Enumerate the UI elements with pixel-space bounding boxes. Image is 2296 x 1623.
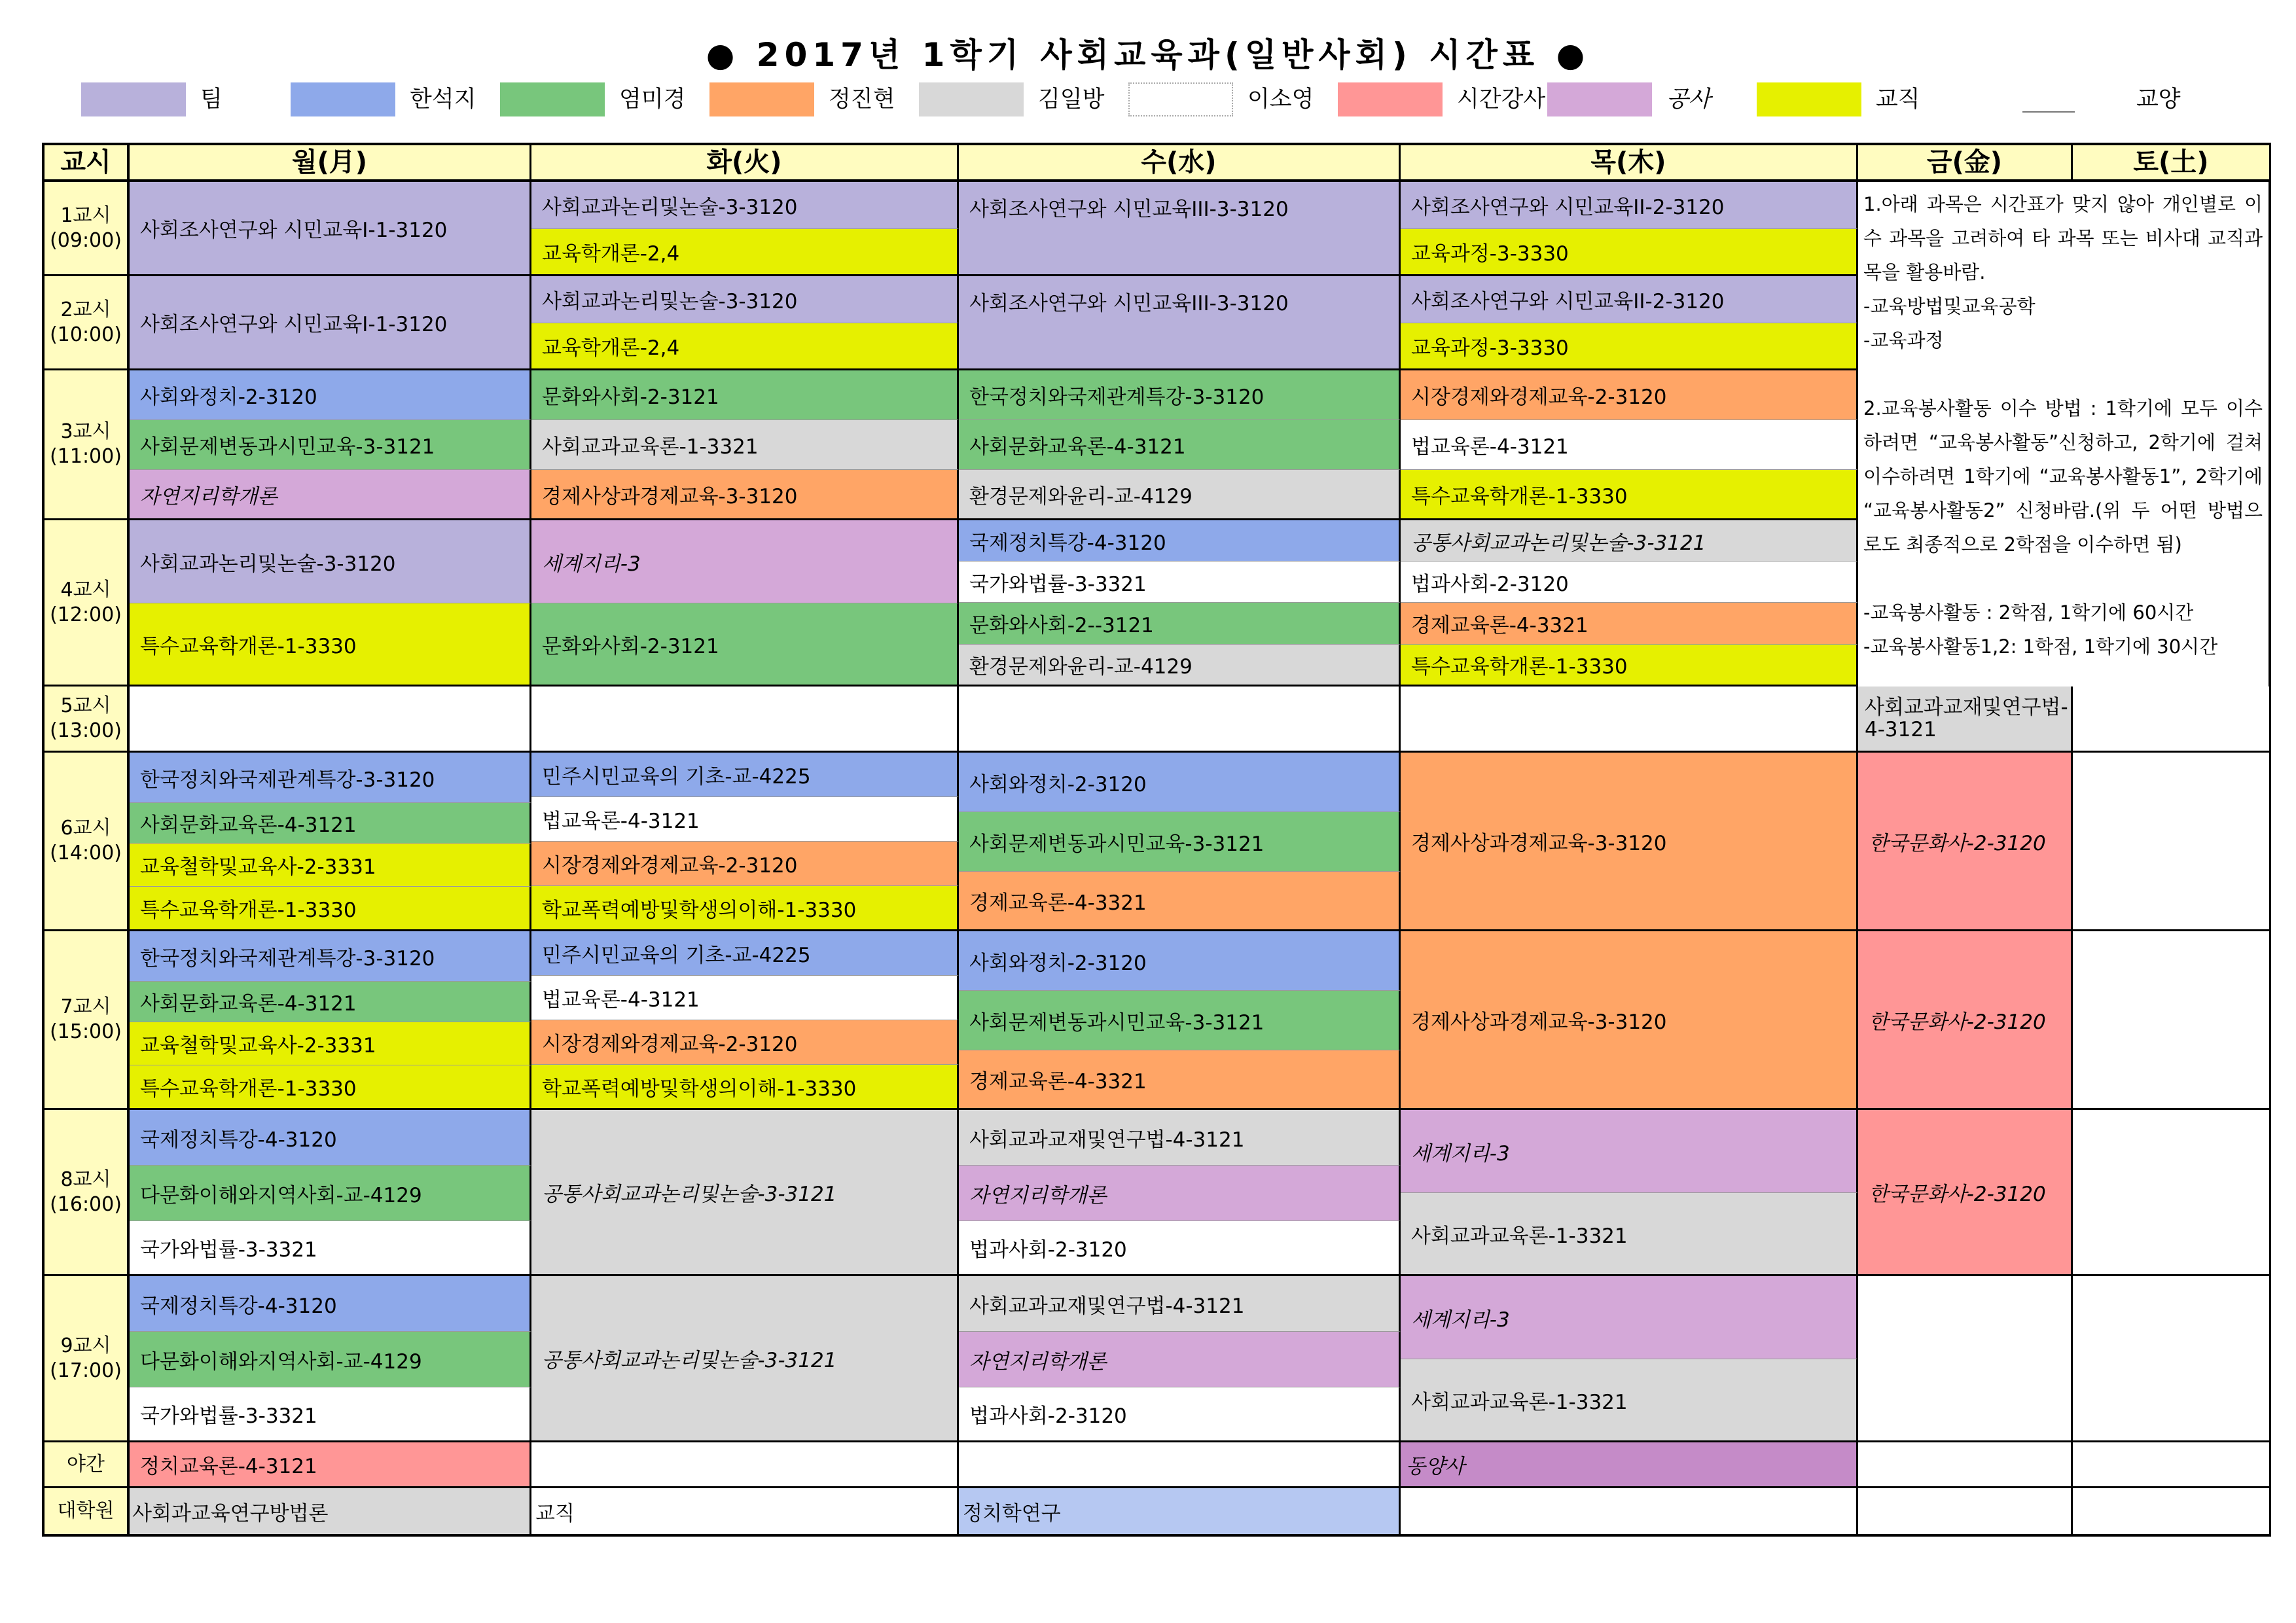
period-label: 야간 <box>45 1442 130 1488</box>
period-label: 7교시 (15:00) <box>45 931 130 1110</box>
class-cell: 공통사회교과논리및논술-3-3121 <box>531 1110 959 1276</box>
legend-swatch-guest <box>1338 82 1443 116</box>
empty-cell <box>1401 1488 1858 1534</box>
class-cell: 한국문화사-2-3120 <box>1858 1110 2073 1276</box>
empty-cell <box>1858 1276 2073 1442</box>
class-cell: 사회교과교재및연구법-4-3121 <box>959 1276 1401 1332</box>
class-cell: 자연지리학개론 <box>959 1166 1401 1221</box>
empty-cell <box>1858 1442 2073 1488</box>
class-cell: 경제교육론-4-3321 <box>1401 603 1858 645</box>
period-label: 대학원 <box>45 1488 130 1534</box>
empty-cell <box>2073 1276 2269 1442</box>
class-cell: 사회문화교육론-4-3121 <box>130 803 531 844</box>
class-cell: 공통사회교과논리및논술-3-3121 <box>531 1276 959 1442</box>
class-cell: 경제사상과경제교육-3-3120 <box>1401 753 1858 931</box>
legend-label: 이소영 <box>1247 86 1314 113</box>
class-cell: 문화와사회-2-3121 <box>531 603 959 687</box>
class-cell: 학교폭력예방및학생의이해-1-3330 <box>531 1065 959 1110</box>
class-cell: 다문화이해와지역사회-교-4129 <box>130 1166 531 1221</box>
notes-panel <box>1858 182 2269 733</box>
class-cell: 정치학연구 <box>959 1488 1401 1534</box>
note-text: -교육방법및교육공학 <box>1863 295 2036 317</box>
empty-cell <box>2073 931 2269 1110</box>
header-wednesday: 수(水) <box>959 145 1401 182</box>
legend-label: 정진현 <box>829 86 895 113</box>
class-cell: 사회조사연구와 시민교육I-1-3120 <box>130 182 531 276</box>
class-cell: 사회교과교재및연구법-4-3121 <box>959 1110 1401 1166</box>
legend-label: 교직 <box>1876 86 1920 113</box>
class-cell: 사회교과교육론-1-3321 <box>1401 1359 1858 1442</box>
note-text: -교육봉사활동 : 2학점, 1학기에 60시간 <box>1863 601 2194 624</box>
class-cell: 사회교과교육론-1-3321 <box>1401 1193 1858 1276</box>
class-cell: 사회와정치-2-3120 <box>130 370 531 420</box>
class-cell: 경제교육론-4-3321 <box>959 1050 1401 1110</box>
period-label: 1교시 (09:00) <box>45 182 130 276</box>
period-label: 5교시 (13:00) <box>45 687 130 753</box>
class-cell: 국제정치특강-4-3120 <box>130 1110 531 1166</box>
class-cell: 문화와사회-2--3121 <box>959 603 1401 645</box>
period-label: 8교시 (16:00) <box>45 1110 130 1276</box>
class-cell: 한국정치와국제관계특강-3-3120 <box>959 370 1401 420</box>
class-cell: 사회문제변동과시민교육-3-3121 <box>130 420 531 470</box>
class-cell: 시장경제와경제교육-2-3120 <box>531 1020 959 1065</box>
class-cell: 특수교육학개론-1-3330 <box>1401 645 1858 687</box>
class-cell: 국가와법률-3-3321 <box>959 562 1401 603</box>
empty-cell <box>959 687 1401 753</box>
class-cell: 환경문제와윤리-교-4129 <box>959 645 1401 687</box>
class-cell: 법교육론-4-3121 <box>531 976 959 1020</box>
class-cell: 경제교육론-4-3321 <box>959 872 1401 931</box>
class-cell: 경제사상과경제교육-3-3120 <box>1401 931 1858 1110</box>
class-cell: 국제정치특강-4-3120 <box>959 520 1401 562</box>
class-cell: 세계지리-3 <box>1401 1276 1858 1359</box>
class-cell: 자연지리학개론 <box>959 1332 1401 1387</box>
class-cell: 법과사회-2-3120 <box>959 1387 1401 1442</box>
legend-swatch-lee <box>1128 82 1233 116</box>
class-cell: 특수교육학개론-1-3330 <box>130 603 531 687</box>
header-period: 교시 <box>45 145 130 182</box>
header-friday: 금(金) <box>1858 145 2073 182</box>
class-cell: 법교육론-4-3121 <box>1401 420 1858 470</box>
class-cell: 국제정치특강-4-3120 <box>130 1276 531 1332</box>
class-cell: 사회와정치-2-3120 <box>959 931 1401 991</box>
note-text: 1.아래 과목은 시간표가 맞지 않아 개인별로 이수 과목을 고려하여 타 과목 또는 비사대 교직과목을 활용바람. <box>1863 193 2263 283</box>
class-cell: 국가와법률-3-3321 <box>130 1221 531 1276</box>
class-cell: 사회과교육연구방법론 <box>130 1488 531 1534</box>
class-cell: 정치교육론-4-3121 <box>130 1442 531 1488</box>
class-cell: 세계지리-3 <box>1401 1110 1858 1193</box>
class-cell: 교육철학및교육사-2-3331 <box>130 1022 531 1065</box>
class-cell: 한국문화사-2-3120 <box>1858 753 2073 931</box>
class-cell: 사회교과논리및논술-3-3120 <box>531 182 959 229</box>
legend-swatch-gyojik <box>1757 82 1861 116</box>
class-cell: 교육과정-3-3330 <box>1401 229 1858 276</box>
legend-label: 한석지 <box>410 86 476 113</box>
empty-cell <box>2073 1110 2269 1276</box>
legend-label: 염미경 <box>619 86 686 113</box>
legend-swatch-kim <box>919 82 1024 116</box>
header-saturday: 토(土) <box>2073 145 2269 182</box>
legend-swatch-jeong <box>709 82 814 116</box>
class-cell: 교육학개론-2,4 <box>531 229 959 276</box>
empty-cell <box>2073 753 2269 931</box>
legend-swatch-gongsa <box>1547 82 1652 116</box>
class-cell: 다문화이해와지역사회-교-4129 <box>130 1332 531 1387</box>
empty-cell <box>2073 1488 2269 1534</box>
class-cell: 교육철학및교육사-2-3331 <box>130 844 531 887</box>
timetable <box>42 143 2271 1537</box>
class-cell: 교육과정-3-3330 <box>1401 323 1858 370</box>
class-cell: 사회문제변동과시민교육-3-3121 <box>959 812 1401 872</box>
class-cell: 사회문화교육론-4-3121 <box>130 982 531 1022</box>
class-cell: 사회문화교육론-4-3121 <box>959 420 1401 470</box>
legend-swatch-gyoyang <box>2022 111 2075 113</box>
empty-cell <box>1858 1488 2073 1534</box>
note-text <box>1863 562 2263 596</box>
header-thursday: 목(木) <box>1401 145 1858 182</box>
note-text <box>1863 357 2263 391</box>
note-text: -교육봉사활동1,2: 1학점, 1학기에 30시간 <box>1863 635 2218 658</box>
empty-cell <box>130 687 531 753</box>
class-cell: 법교육론-4-3121 <box>531 797 959 842</box>
period-label: 9교시 (17:00) <box>45 1276 130 1442</box>
class-cell: 학교폭력예방및학생의이해-1-3330 <box>531 886 959 931</box>
class-cell: 특수교육학개론-1-3330 <box>1401 470 1858 520</box>
class-cell: 시장경제와경제교육-2-3120 <box>1401 370 1858 420</box>
class-cell: 교직 <box>531 1488 959 1534</box>
class-cell: 공통사회교과논리및논술-3-3121 <box>1401 520 1858 562</box>
class-cell: 한국정치와국제관계특강-3-3120 <box>130 753 531 803</box>
class-cell: 사회와정치-2-3120 <box>959 753 1401 812</box>
class-cell: 세계지리-3 <box>531 520 959 603</box>
legend-label: 공사 <box>1666 86 1711 113</box>
class-cell: 사회조사연구와 시민교육III-3-3120 <box>959 182 1401 276</box>
note-text: -교육과정 <box>1863 329 1944 351</box>
empty-cell <box>531 687 959 753</box>
class-cell: 경제사상과경제교육-3-3120 <box>531 470 959 520</box>
empty-cell <box>1401 687 1858 753</box>
class-cell: 사회조사연구와 시민교육II-2-3120 <box>1401 182 1858 229</box>
empty-cell <box>531 1442 959 1488</box>
class-cell: 사회조사연구와 시민교육I-1-3120 <box>130 276 531 370</box>
class-cell: 동양사 <box>1401 1442 1858 1488</box>
class-cell: 사회조사연구와 시민교육III-3-3120 <box>959 276 1401 370</box>
empty-cell <box>2073 687 2269 753</box>
class-cell: 국가와법률-3-3321 <box>130 1387 531 1442</box>
class-cell: 자연지리학개론 <box>130 470 531 520</box>
legend-swatch-team <box>81 82 186 116</box>
class-cell: 사회교과교재및연구법-4-3121 <box>1858 687 2073 753</box>
legend-label: 시간강사 <box>1457 86 1546 113</box>
legend-swatch-han <box>291 82 395 116</box>
header-monday: 월(月) <box>130 145 531 182</box>
class-cell: 사회교과논리및논술-3-3120 <box>130 520 531 603</box>
color-legend <box>81 80 2215 119</box>
note-text: 2.교육봉사활동 이수 방법 : 1학기에 모두 이수하려면 “교육봉사활동”신청하고, 2학기에 걸쳐 이수하려면 1학기에 “교육봉사활동1”, 2학기에 “교육봉사활동2” 신청바람.(위 두 어떤 방법으로도 최종적으로 2학점을 이수하면 됨) <box>1863 397 2263 556</box>
class-cell: 사회교과교육론-1-3321 <box>531 420 959 470</box>
page-title: ● 2017년 1학기 사회교육과(일반사회) 시간표 ● <box>706 36 1590 74</box>
class-cell: 시장경제와경제교육-2-3120 <box>531 842 959 886</box>
class-cell: 한국정치와국제관계특강-3-3120 <box>130 931 531 982</box>
period-label: 4교시 (12:00) <box>45 520 130 687</box>
class-cell: 문화와사회-2-3121 <box>531 370 959 420</box>
header-tuesday: 화(火) <box>531 145 959 182</box>
period-label: 3교시 (11:00) <box>45 370 130 520</box>
class-cell: 법과사회-2-3120 <box>959 1221 1401 1276</box>
class-cell: 교육학개론-2,4 <box>531 323 959 370</box>
class-cell: 환경문제와윤리-교-4129 <box>959 470 1401 520</box>
legend-label: 김일방 <box>1038 86 1105 113</box>
class-cell: 사회문제변동과시민교육-3-3121 <box>959 991 1401 1050</box>
empty-cell <box>2073 1442 2269 1488</box>
class-cell: 특수교육학개론-1-3330 <box>130 887 531 931</box>
class-cell: 특수교육학개론-1-3330 <box>130 1065 531 1110</box>
class-cell: 사회조사연구와 시민교육II-2-3120 <box>1401 276 1858 323</box>
legend-label: 팀 <box>200 86 223 113</box>
class-cell: 민주시민교육의 기초-교-4225 <box>531 931 959 976</box>
empty-cell <box>959 1442 1401 1488</box>
legend-label: 교양 <box>2136 86 2181 113</box>
legend-swatch-yeom <box>500 82 605 116</box>
class-cell: 법과사회-2-3120 <box>1401 562 1858 603</box>
class-cell: 사회교과논리및논술-3-3120 <box>531 276 959 323</box>
class-cell: 민주시민교육의 기초-교-4225 <box>531 753 959 797</box>
class-cell: 한국문화사-2-3120 <box>1858 931 2073 1110</box>
period-label: 6교시 (14:00) <box>45 753 130 931</box>
period-label: 2교시 (10:00) <box>45 276 130 370</box>
